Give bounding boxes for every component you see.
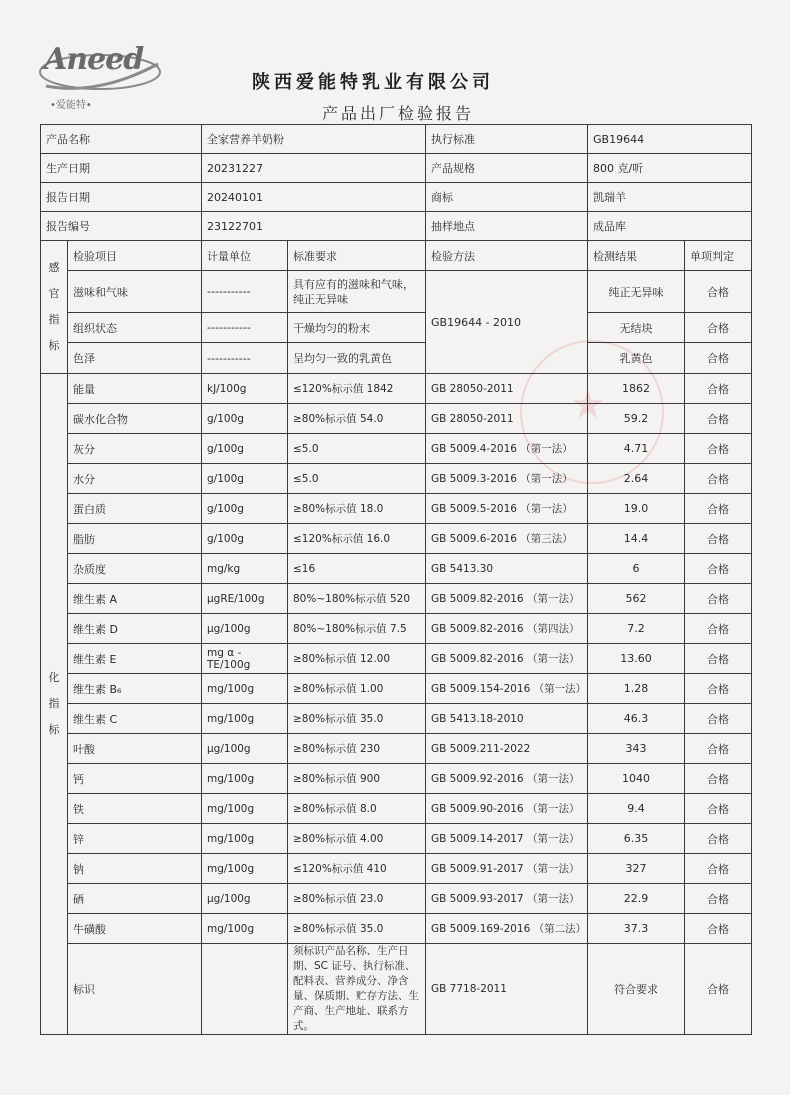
chemical-row xyxy=(41,374,752,404)
item-name: 碳水化合物 xyxy=(68,404,202,434)
item-judgement: 合格 xyxy=(685,494,752,524)
item-name: 滋味和气味 xyxy=(68,271,202,313)
item-name: 蛋白质 xyxy=(68,494,202,524)
item-standard: 干燥均匀的粉末 xyxy=(288,313,426,343)
item-standard: 须标识产品名称、生产日期、SC 证号、执行标准、配料表、营养成分、净含量、保质期、贮存方法、生产商、生产地址、联系方式。 xyxy=(288,944,426,1035)
item-unit: ----------- xyxy=(202,343,288,374)
logo-wordmark: Aneed xyxy=(44,42,144,77)
group-char: 标 xyxy=(48,723,60,736)
column-header-row xyxy=(41,241,752,271)
item-method: GB 5413.18-2010 xyxy=(426,704,588,734)
col-header-result: 检测结果 xyxy=(588,241,685,271)
item-standard: ≤5.0 xyxy=(288,464,426,494)
item-result: 37.3 xyxy=(588,914,685,944)
item-method: GB 5009.14-2017 （第一法） xyxy=(426,824,588,854)
item-judgement: 合格 xyxy=(685,271,752,313)
info-label: 报告编号 xyxy=(41,212,202,241)
item-unit: mg/kg xyxy=(202,554,288,584)
chemical-row xyxy=(41,884,752,914)
item-name: 维生素 B₆ xyxy=(68,674,202,704)
item-judgement: 合格 xyxy=(685,313,752,343)
item-standard: ≤5.0 xyxy=(288,434,426,464)
item-method: GB 5009.82-2016 （第一法） xyxy=(426,584,588,614)
sensory-row xyxy=(41,271,752,313)
item-unit: mg/100g xyxy=(202,914,288,944)
item-result: 59.2 xyxy=(588,404,685,434)
item-unit: g/100g xyxy=(202,464,288,494)
item-standard: ≥80%标示值 12.00 xyxy=(288,644,426,674)
col-header-item: 检验项目 xyxy=(68,241,202,271)
item-name: 能量 xyxy=(68,374,202,404)
item-name: 叶酸 xyxy=(68,734,202,764)
item-judgement: 合格 xyxy=(685,764,752,794)
item-standard: ≤120%标示值 1842 xyxy=(288,374,426,404)
info-value: 800 克/听 xyxy=(588,154,752,183)
item-judgement: 合格 xyxy=(685,884,752,914)
chemical-row xyxy=(41,704,752,734)
item-judgement: 合格 xyxy=(685,434,752,464)
item-result: 1040 xyxy=(588,764,685,794)
item-method: GB 5009.92-2016 （第一法） xyxy=(426,764,588,794)
item-judgement: 合格 xyxy=(685,704,752,734)
chemical-row xyxy=(41,404,752,434)
info-label: 产品规格 xyxy=(426,154,588,183)
item-name: 钙 xyxy=(68,764,202,794)
item-method: GB 5009.169-2016 （第二法） xyxy=(426,914,588,944)
item-standard: ≤120%标示值 16.0 xyxy=(288,524,426,554)
item-judgement: 合格 xyxy=(685,734,752,764)
info-label: 生产日期 xyxy=(41,154,202,183)
info-value: 23122701 xyxy=(202,212,426,241)
item-name: 维生素 E xyxy=(68,644,202,674)
item-result: 562 xyxy=(588,584,685,614)
info-value: 凯瑞羊 xyxy=(588,183,752,212)
item-judgement: 合格 xyxy=(685,343,752,374)
item-unit: μg/100g xyxy=(202,614,288,644)
item-method: GB 5009.3-2016 （第一法） xyxy=(426,464,588,494)
item-method: GB 5009.154-2016 （第一法） xyxy=(426,674,588,704)
item-standard: ≥80%标示值 900 xyxy=(288,764,426,794)
item-unit: g/100g xyxy=(202,404,288,434)
item-judgement: 合格 xyxy=(685,914,752,944)
item-name: 牛磺酸 xyxy=(68,914,202,944)
chemical-row xyxy=(41,584,752,614)
chemical-row xyxy=(41,764,752,794)
item-result: 2.64 xyxy=(588,464,685,494)
item-result: 6.35 xyxy=(588,824,685,854)
item-method: GB 5009.82-2016 （第一法） xyxy=(426,644,588,674)
item-unit: ----------- xyxy=(202,271,288,313)
item-result: 14.4 xyxy=(588,524,685,554)
chemical-row xyxy=(41,794,752,824)
chemical-row xyxy=(41,644,752,674)
item-judgement: 合格 xyxy=(685,614,752,644)
chemical-row xyxy=(41,524,752,554)
item-name: 钠 xyxy=(68,854,202,884)
col-header-judgement: 单项判定 xyxy=(685,241,752,271)
item-judgement: 合格 xyxy=(685,404,752,434)
item-unit: mg/100g xyxy=(202,854,288,884)
item-unit: mg/100g xyxy=(202,794,288,824)
item-name: 灰分 xyxy=(68,434,202,464)
report-title: 产品出厂检验报告 xyxy=(322,104,475,123)
chemical-row xyxy=(41,494,752,524)
item-method: GB 5009.6-2016 （第三法） xyxy=(426,524,588,554)
item-unit: g/100g xyxy=(202,524,288,554)
item-name: 锌 xyxy=(68,824,202,854)
logo-subtitle: •爱能特• xyxy=(50,100,92,111)
item-method: GB 5009.4-2016 （第一法） xyxy=(426,434,588,464)
item-result: 327 xyxy=(588,854,685,884)
item-result: 纯正无异味 xyxy=(588,271,685,313)
item-unit: mg α -TE/100g xyxy=(202,644,288,674)
chemical-row xyxy=(41,914,752,944)
item-standard: ≥80%标示值 35.0 xyxy=(288,704,426,734)
item-result: 无结块 xyxy=(588,313,685,343)
item-method: GB 7718-2011 xyxy=(426,944,588,1035)
chemical-row xyxy=(41,434,752,464)
info-row xyxy=(41,125,752,154)
info-label: 执行标准 xyxy=(426,125,588,154)
item-unit: μg/100g xyxy=(202,884,288,914)
item-standard: ≥80%标示值 35.0 xyxy=(288,914,426,944)
item-judgement: 合格 xyxy=(685,584,752,614)
group-char: 指 xyxy=(48,697,60,710)
item-unit: g/100g xyxy=(202,434,288,464)
item-standard: 呈均匀一致的乳黄色 xyxy=(288,343,426,374)
sensory-row xyxy=(41,343,752,374)
item-unit: kJ/100g xyxy=(202,374,288,404)
item-result: 1862 xyxy=(588,374,685,404)
info-row xyxy=(41,154,752,183)
item-standard: ≥80%标示值 230 xyxy=(288,734,426,764)
chemical-row xyxy=(41,674,752,704)
item-method: GB 5009.82-2016 （第四法） xyxy=(426,614,588,644)
item-judgement: 合格 xyxy=(685,944,752,1035)
item-name: 杂质度 xyxy=(68,554,202,584)
info-value: 成品库 xyxy=(588,212,752,241)
item-unit: μg/100g xyxy=(202,734,288,764)
col-header-standard: 标准要求 xyxy=(288,241,426,271)
chemical-row xyxy=(41,734,752,764)
col-header-unit: 计量单位 xyxy=(202,241,288,271)
col-header-method: 检验方法 xyxy=(426,241,588,271)
item-standard: ≥80%标示值 54.0 xyxy=(288,404,426,434)
item-unit xyxy=(202,944,288,1035)
item-result: 4.71 xyxy=(588,434,685,464)
group-char: 指 xyxy=(48,313,60,326)
company-logo xyxy=(38,40,173,112)
chemical-row xyxy=(41,554,752,584)
item-standard: ≥80%标示值 23.0 xyxy=(288,884,426,914)
item-result: 19.0 xyxy=(588,494,685,524)
item-standard: ≤120%标示值 410 xyxy=(288,854,426,884)
item-result: 7.2 xyxy=(588,614,685,644)
item-result: 1.28 xyxy=(588,674,685,704)
info-label: 产品名称 xyxy=(41,125,202,154)
item-unit: mg/100g xyxy=(202,824,288,854)
item-method: GB 5009.93-2017 （第一法） xyxy=(426,884,588,914)
item-result: 6 xyxy=(588,554,685,584)
item-judgement: 合格 xyxy=(685,374,752,404)
chemical-row xyxy=(41,824,752,854)
item-unit: ----------- xyxy=(202,313,288,343)
sensory-method: GB19644 - 2010 xyxy=(426,271,588,374)
item-method: GB 5009.211-2022 xyxy=(426,734,588,764)
item-judgement: 合格 xyxy=(685,794,752,824)
item-result: 343 xyxy=(588,734,685,764)
info-row xyxy=(41,212,752,241)
item-standard: ≤16 xyxy=(288,554,426,584)
item-name: 维生素 C xyxy=(68,704,202,734)
group-char: 标 xyxy=(48,339,60,352)
item-standard: 80%~180%标示值 7.5 xyxy=(288,614,426,644)
item-unit: μgRE/100g xyxy=(202,584,288,614)
item-unit: mg/100g xyxy=(202,674,288,704)
item-unit: mg/100g xyxy=(202,764,288,794)
item-judgement: 合格 xyxy=(685,554,752,584)
item-result: 46.3 xyxy=(588,704,685,734)
chemical-row xyxy=(41,854,752,884)
info-value: 20240101 xyxy=(202,183,426,212)
item-method: GB 28050-2011 xyxy=(426,374,588,404)
company-name: 陕西爱能特乳业有限公司 xyxy=(252,72,494,93)
item-method: GB 5009.90-2016 （第一法） xyxy=(426,794,588,824)
item-judgement: 合格 xyxy=(685,674,752,704)
item-judgement: 合格 xyxy=(685,524,752,554)
item-result: 13.60 xyxy=(588,644,685,674)
item-judgement: 合格 xyxy=(685,644,752,674)
chemical-group-label xyxy=(41,374,68,1035)
item-judgement: 合格 xyxy=(685,464,752,494)
info-value: 20231227 xyxy=(202,154,426,183)
group-char: 官 xyxy=(48,287,60,300)
item-judgement: 合格 xyxy=(685,824,752,854)
item-standard: 80%~180%标示值 520 xyxy=(288,584,426,614)
item-name: 色泽 xyxy=(68,343,202,374)
item-name: 维生素 A xyxy=(68,584,202,614)
item-method: GB 5009.91-2017 （第一法） xyxy=(426,854,588,884)
item-standard: ≥80%标示值 18.0 xyxy=(288,494,426,524)
chemical-row xyxy=(41,464,752,494)
item-name: 组织状态 xyxy=(68,313,202,343)
item-name: 水分 xyxy=(68,464,202,494)
item-result: 符合要求 xyxy=(588,944,685,1035)
item-result: 9.4 xyxy=(588,794,685,824)
chemical-row xyxy=(41,614,752,644)
info-label: 商标 xyxy=(426,183,588,212)
item-unit: mg/100g xyxy=(202,704,288,734)
item-judgement: 合格 xyxy=(685,854,752,884)
item-unit: g/100g xyxy=(202,494,288,524)
info-label: 抽样地点 xyxy=(426,212,588,241)
sensory-group-label xyxy=(41,241,68,374)
group-char: 化 xyxy=(48,671,60,684)
item-name: 铁 xyxy=(68,794,202,824)
item-result: 乳黄色 xyxy=(588,343,685,374)
item-name: 硒 xyxy=(68,884,202,914)
info-label: 报告日期 xyxy=(41,183,202,212)
sensory-row xyxy=(41,313,752,343)
item-name: 标识 xyxy=(68,944,202,1035)
item-name: 维生素 D xyxy=(68,614,202,644)
info-value: GB19644 xyxy=(588,125,752,154)
item-method: GB 5009.5-2016 （第一法） xyxy=(426,494,588,524)
item-standard: 具有应有的滋味和气味，纯正无异味 xyxy=(288,271,426,313)
item-standard: ≥80%标示值 8.0 xyxy=(288,794,426,824)
info-value: 全家营养羊奶粉 xyxy=(202,125,426,154)
item-standard: ≥80%标示值 4.00 xyxy=(288,824,426,854)
info-row xyxy=(41,183,752,212)
label-row xyxy=(41,944,752,1035)
item-method: GB 5413.30 xyxy=(426,554,588,584)
item-method: GB 28050-2011 xyxy=(426,404,588,434)
item-standard: ≥80%标示值 1.00 xyxy=(288,674,426,704)
group-char: 感 xyxy=(48,261,60,274)
report-table xyxy=(40,124,752,1035)
item-result: 22.9 xyxy=(588,884,685,914)
item-name: 脂肪 xyxy=(68,524,202,554)
